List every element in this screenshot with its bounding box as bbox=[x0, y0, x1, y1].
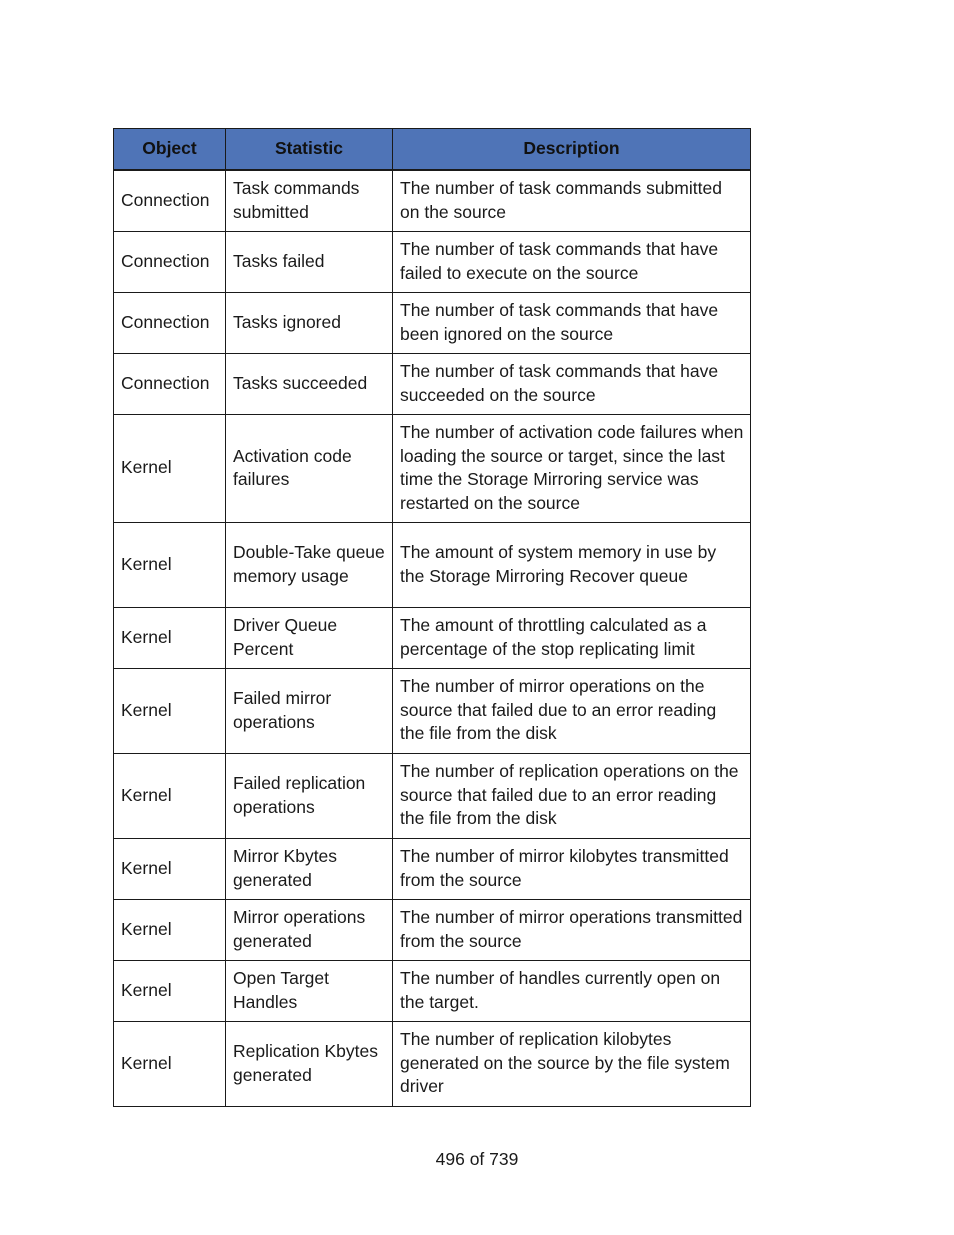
cell-statistic: Open Target Handles bbox=[226, 960, 393, 1021]
table-row bbox=[114, 753, 751, 838]
table-row bbox=[114, 414, 751, 522]
table-row bbox=[114, 607, 751, 668]
cell-description: The number of replication operations on the source that failed due to an error reading the file from the disk bbox=[393, 753, 751, 838]
cell-object: Connection bbox=[114, 292, 226, 353]
table-row bbox=[114, 668, 751, 753]
table-row bbox=[114, 838, 751, 899]
cell-object: Connection bbox=[114, 231, 226, 292]
cell-description: The number of mirror operations on the source that failed due to an error reading the file from the disk bbox=[393, 668, 751, 753]
cell-description: The number of mirror operations transmitted from the source bbox=[393, 899, 751, 960]
cell-statistic: Task commands submitted bbox=[226, 170, 393, 231]
column-header-object: Object bbox=[114, 129, 226, 171]
cell-description: The number of task commands that have succeeded on the source bbox=[393, 353, 751, 414]
cell-description: The number of mirror kilobytes transmitted from the source bbox=[393, 838, 751, 899]
table-row bbox=[114, 522, 751, 607]
cell-description: The number of handles currently open on the target. bbox=[393, 960, 751, 1021]
cell-description: The number of task commands that have failed to execute on the source bbox=[393, 231, 751, 292]
cell-description: The number of replication kilobytes generated on the source by the file system driver bbox=[393, 1021, 751, 1106]
table-row bbox=[114, 170, 751, 231]
cell-statistic: Failed replication operations bbox=[226, 753, 393, 838]
cell-object: Kernel bbox=[114, 753, 226, 838]
cell-statistic: Mirror Kbytes generated bbox=[226, 838, 393, 899]
cell-object: Kernel bbox=[114, 1021, 226, 1106]
cell-object: Kernel bbox=[114, 960, 226, 1021]
cell-description: The number of task commands submitted on the source bbox=[393, 170, 751, 231]
table-row bbox=[114, 1021, 751, 1106]
cell-object: Kernel bbox=[114, 522, 226, 607]
cell-statistic: Double-Take queue memory usage bbox=[226, 522, 393, 607]
cell-statistic: Replication Kbytes generated bbox=[226, 1021, 393, 1106]
cell-statistic: Activation code failures bbox=[226, 414, 393, 522]
cell-statistic: Tasks failed bbox=[226, 231, 393, 292]
cell-statistic: Tasks ignored bbox=[226, 292, 393, 353]
page-number: 496 of 739 bbox=[435, 1149, 519, 1169]
cell-description: The amount of system memory in use by the Storage Mirroring Recover queue bbox=[393, 522, 751, 607]
table-row bbox=[114, 960, 751, 1021]
table-header-row bbox=[114, 129, 751, 171]
table-row bbox=[114, 899, 751, 960]
table-body bbox=[114, 170, 751, 1106]
column-header-statistic: Statistic bbox=[226, 129, 393, 171]
cell-description: The number of activation code failures when loading the source or target, since the last time the Storage Mirroring service was restarted on the source bbox=[393, 414, 751, 522]
cell-object: Kernel bbox=[114, 607, 226, 668]
cell-object: Kernel bbox=[114, 414, 226, 522]
cell-object: Kernel bbox=[114, 668, 226, 753]
column-header-description: Description bbox=[393, 129, 751, 171]
cell-object: Kernel bbox=[114, 838, 226, 899]
table-row bbox=[114, 353, 751, 414]
cell-statistic: Tasks succeeded bbox=[226, 353, 393, 414]
cell-statistic: Mirror operations generated bbox=[226, 899, 393, 960]
cell-object: Connection bbox=[114, 353, 226, 414]
cell-description: The number of task commands that have been ignored on the source bbox=[393, 292, 751, 353]
cell-description: The amount of throttling calculated as a percentage of the stop replicating limit bbox=[393, 607, 751, 668]
cell-object: Kernel bbox=[114, 899, 226, 960]
statistics-table bbox=[113, 128, 751, 1107]
table-row bbox=[114, 292, 751, 353]
cell-object: Connection bbox=[114, 170, 226, 231]
table-row bbox=[114, 231, 751, 292]
cell-statistic: Failed mirror operations bbox=[226, 668, 393, 753]
cell-statistic: Driver Queue Percent bbox=[226, 607, 393, 668]
